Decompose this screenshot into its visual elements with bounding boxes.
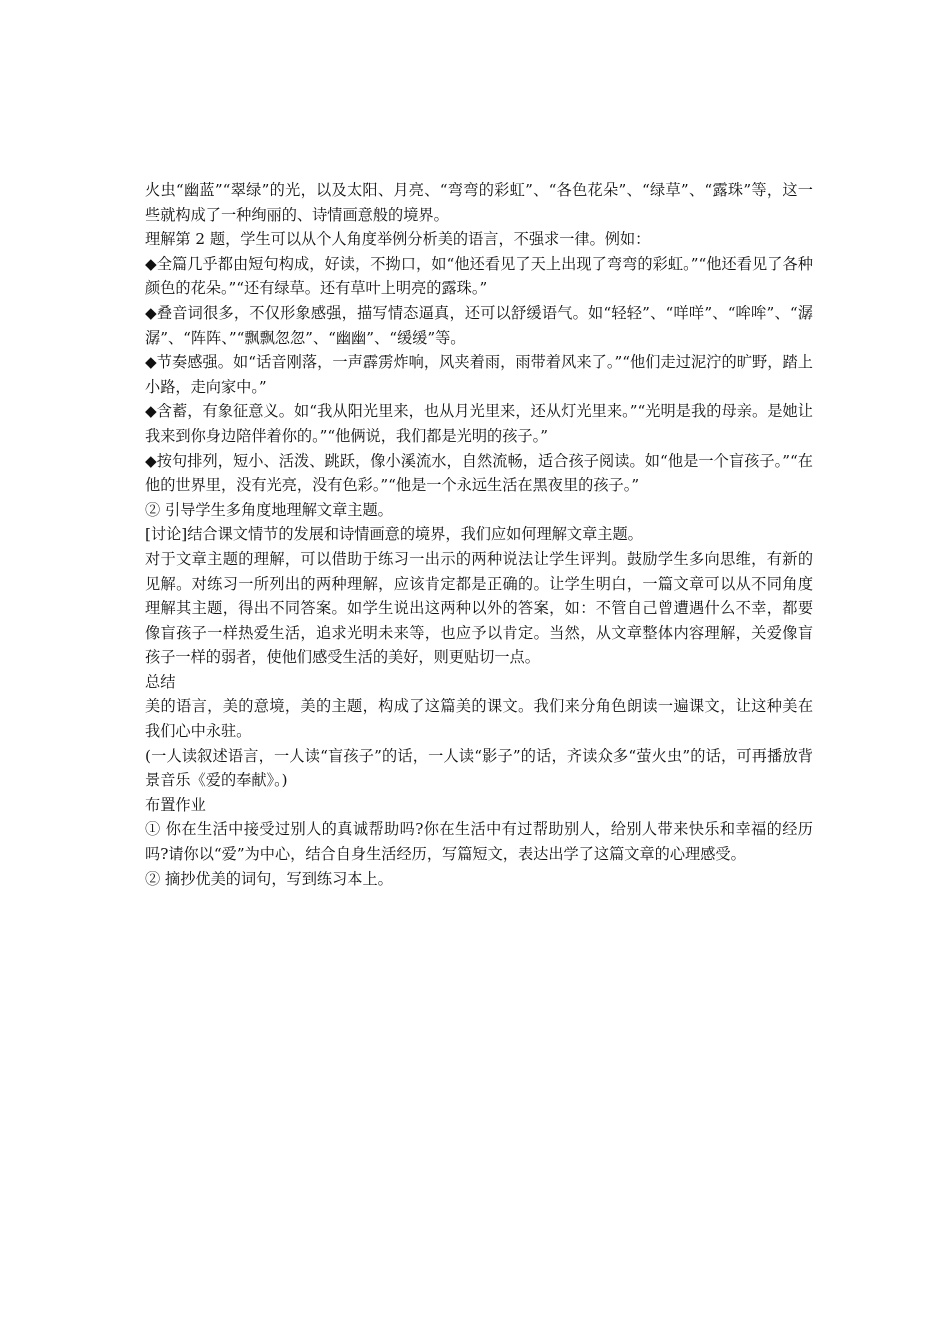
- bullet-line-arrangement: ◆按句排列，短小、活泼、跳跃，像小溪流水，自然流畅，适合孩子阅读。如“他是一个盲孩子。”“在他的世界里，没有光亮，没有色彩。”“他是一个永远生活在黑夜里的孩子。”: [145, 451, 813, 495]
- paragraph-theme-guidance: ② 引导学生多角度地理解文章主题。: [145, 500, 393, 519]
- paragraph-question-2: 理解第 2 题，学生可以从个人角度举例分析美的语言，不强求一律。例如：: [145, 230, 651, 249]
- bullet-short-sentences: ◆全篇几乎都由短句构成，好读，不拗口，如“他还看见了天上出现了弯弯的彩虹。”“他还看见了各种颜色的花朵。”“还有绿草。还有草叶上明亮的露珠。”: [145, 254, 813, 298]
- paragraph-theme-explanation: 对于文章主题的理解，可以借助于练习一出示的两种说法让学生评判。鼓励学生多向思维，有新的见解。对练习一所列出的两种理解，应该肯定都是正确的。让学生明白，一篇文章可以从不同角度理解其主题，得出不同答案。如学生说出这两种以外的答案，如：不管自己曾遭遇什么不幸，都要像盲孩子一样热爱生活，追求光明未来等，也应予以肯定。当然，从文章整体内容理解，关爱像盲孩子一样的弱者，使他们感受生活的美好，则更贴切一点。: [145, 549, 813, 667]
- heading-summary: 总结: [145, 672, 176, 691]
- paragraph-summary: 美的语言，美的意境，美的主题，构成了这篇美的课文。我们来分角色朗读一遍课文，让这种美在我们心中永驻。: [145, 697, 813, 741]
- paragraph-discussion: [讨论]结合课文情节的发展和诗情画意的境界，我们应如何理解文章主题。: [145, 525, 643, 544]
- bullet-rhythm: ◆节奏感强。如“话音刚落，一声霹雳炸响，风夹着雨，雨带着风来了。”“他们走过泥泞的旷野，踏上小路，走向家中。”: [145, 353, 813, 396]
- paragraph-scenery: 火虫“幽蓝”“翠绿”的光，以及太阳、月亮、“弯弯的彩虹”、“各色花朵”、“绿草”、“露珠”等，这一些就构成了一种绚丽的、诗情画意般的境界。: [145, 181, 813, 224]
- bullet-reduplicated-words: ◆叠音词很多，不仅形象感强，描写情态逼真，还可以舒缓语气。如“轻轻”、“咩咩”、“哞哞”、“潺潺”、“阵阵、”“飘飘忽忽”、“幽幽”、“缓缓”等。: [145, 303, 813, 347]
- paragraph-role-reading: (一人读叙述语言，一人读“盲孩子”的话，一人读“影子”的话，齐读众多“萤火虫”的话，可再播放背景音乐《爱的奉献》。): [145, 746, 813, 790]
- homework-item-1: ① 你在生活中接受过别人的真诚帮助吗?你在生活中有过帮助别人，给别人带来快乐和幸福的经历吗?请你以“爱”为中心，结合自身生活经历，写篇短文，表达出学了这篇文章的心理感受。: [145, 820, 813, 864]
- heading-homework: 布置作业: [145, 795, 206, 814]
- document-body: [145, 178, 813, 891]
- homework-item-2: ② 摘抄优美的词句，写到练习本上。: [145, 869, 393, 888]
- bullet-symbolism: ◆含蓄，有象征意义。如“我从阳光里来，也从月光里来，还从灯光里来。”“光明是我的母亲。是她让我来到你身边陪伴着你的。”“他俩说，我们都是光明的孩子。”: [145, 402, 813, 445]
